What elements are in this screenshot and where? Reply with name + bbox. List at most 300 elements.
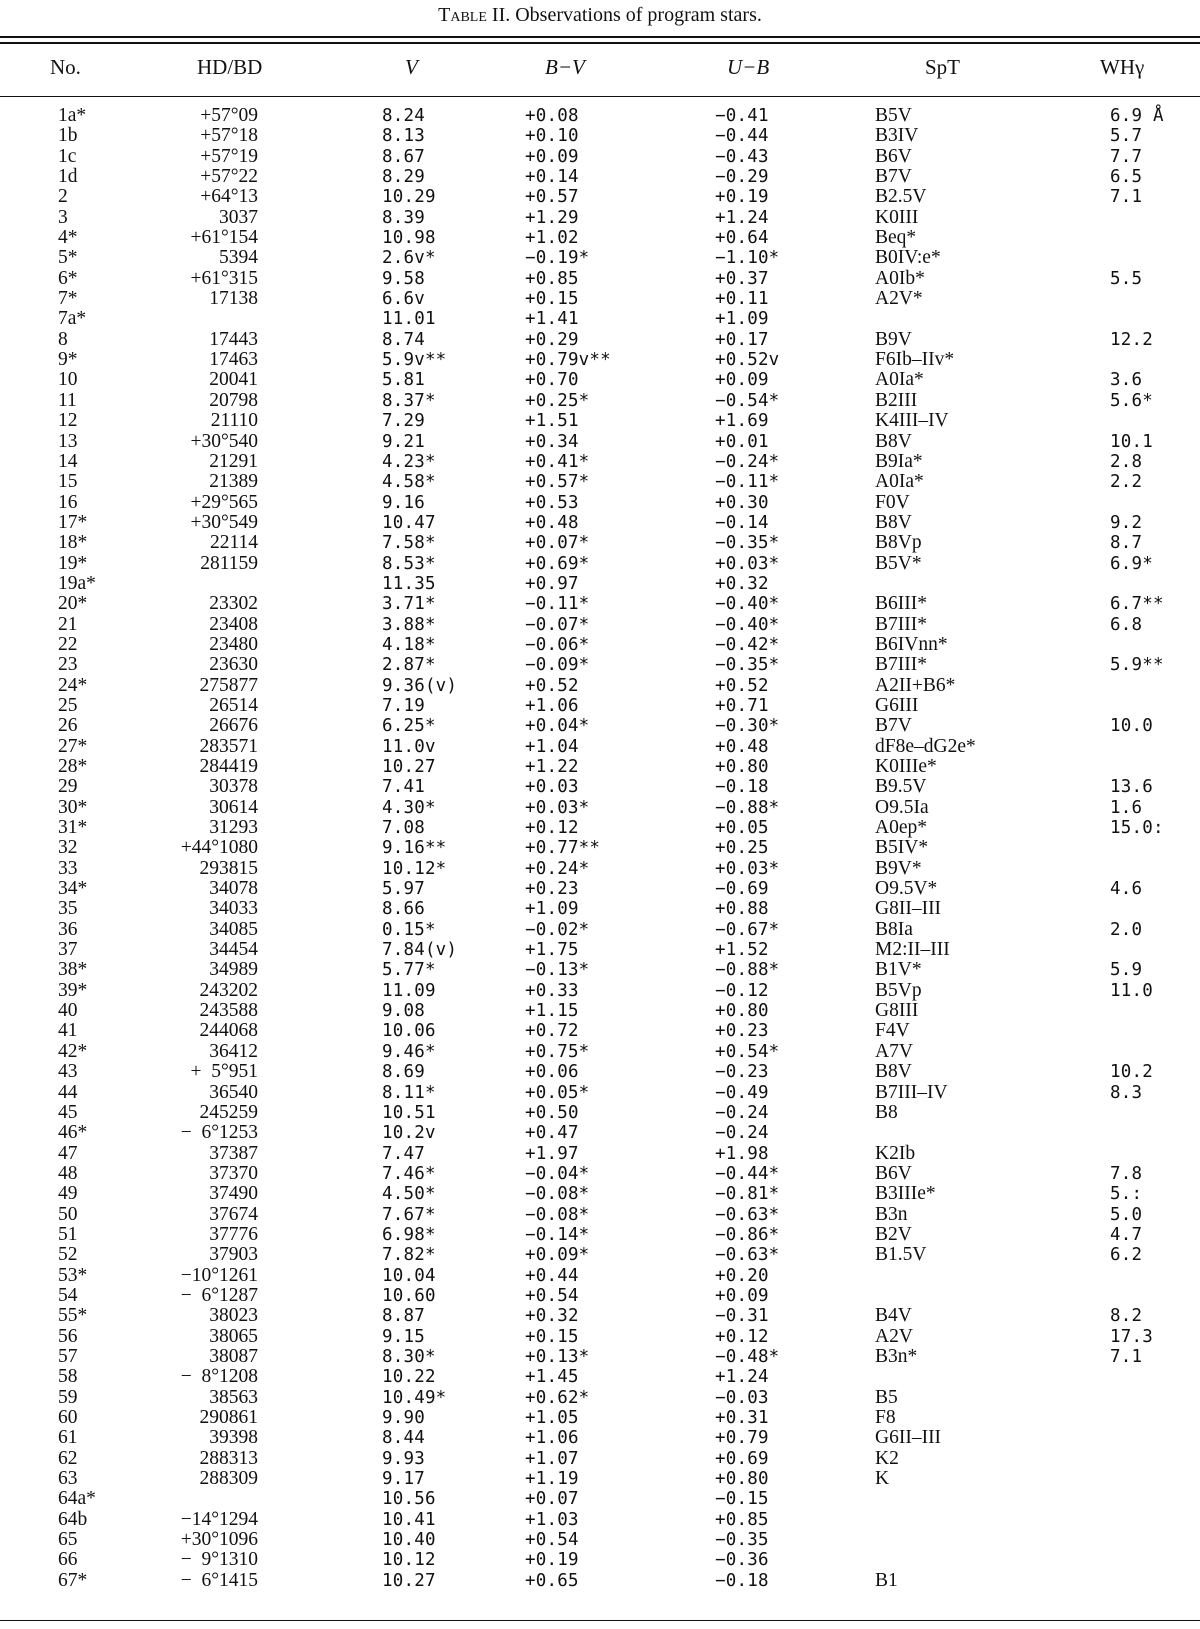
hd-bd-id: +64°13 xyxy=(200,186,258,208)
table-row xyxy=(0,1103,1200,1123)
v-mag: 8.53* xyxy=(382,553,436,574)
hd-bd-id: 275877 xyxy=(199,674,258,696)
v-mag: 6.98* xyxy=(382,1224,436,1245)
table-row xyxy=(0,187,1200,207)
table-row xyxy=(0,1001,1200,1021)
wh-gamma: 15.0: xyxy=(1110,818,1164,839)
v-mag: 10.56 xyxy=(382,1489,436,1510)
u-minus-b: +0.52v xyxy=(715,350,780,371)
spectral-type: F8 xyxy=(875,1407,896,1428)
table-row xyxy=(0,1021,1200,1041)
b-minus-v: +0.47 xyxy=(525,1123,579,1144)
row-number: 40 xyxy=(58,1000,78,1022)
u-minus-b: −0.48* xyxy=(715,1346,780,1367)
table-row xyxy=(0,940,1200,960)
table-row xyxy=(0,920,1200,940)
wh-gamma: 5.0 xyxy=(1110,1204,1143,1225)
v-mag: 5.81 xyxy=(382,370,425,391)
table-row xyxy=(0,1327,1200,1347)
hd-bd-id: 244068 xyxy=(199,1020,258,1042)
hd-bd-id: 37903 xyxy=(209,1244,258,1266)
u-minus-b: −0.40* xyxy=(715,614,780,635)
row-number: 62 xyxy=(58,1447,78,1469)
u-minus-b: −0.35* xyxy=(715,655,780,676)
table-row xyxy=(0,655,1200,675)
u-minus-b: −0.24* xyxy=(715,451,780,472)
header-b-v: B−V xyxy=(545,55,585,79)
row-number: 31* xyxy=(58,817,88,839)
wh-gamma: 7.8 xyxy=(1110,1163,1143,1184)
b-minus-v: +1.06 xyxy=(525,695,579,716)
wh-gamma: 4.6 xyxy=(1110,879,1143,900)
spectral-type: dF8e–dG2e* xyxy=(875,735,976,757)
wh-gamma: 7.1 xyxy=(1110,1346,1143,1367)
v-mag: 4.23* xyxy=(382,451,436,472)
spectral-type: B0IV:e* xyxy=(875,247,941,269)
row-number: 63 xyxy=(58,1468,78,1490)
hd-bd-id: −10°1261 xyxy=(180,1264,258,1286)
row-number: 22 xyxy=(58,633,78,655)
spectral-type: M2:II–III xyxy=(875,939,950,961)
b-minus-v: +0.97 xyxy=(525,573,579,594)
v-mag: 6.6v xyxy=(382,289,425,310)
row-number: 38* xyxy=(58,959,88,981)
u-minus-b: −0.24 xyxy=(715,1123,769,1144)
row-number: 43 xyxy=(58,1061,78,1083)
u-minus-b: −0.18 xyxy=(715,777,769,798)
table-row xyxy=(0,1225,1200,1245)
row-number: 48 xyxy=(58,1162,78,1184)
row-number: 14 xyxy=(58,450,78,472)
table-row xyxy=(0,737,1200,757)
table-row xyxy=(0,432,1200,452)
b-minus-v: +0.29 xyxy=(525,329,579,350)
row-number: 10 xyxy=(58,369,78,391)
wh-gamma: 2.2 xyxy=(1110,472,1143,493)
wh-gamma: 8.3 xyxy=(1110,1082,1143,1103)
b-minus-v: +0.05* xyxy=(525,1082,590,1103)
table-row xyxy=(0,513,1200,533)
table-body xyxy=(0,106,1200,1591)
wh-gamma: 12.2 xyxy=(1110,329,1153,350)
spectral-type: F0V xyxy=(875,491,910,513)
hd-bd-id: 36412 xyxy=(209,1040,258,1062)
u-minus-b: −0.30* xyxy=(715,716,780,737)
hd-bd-id: 21291 xyxy=(209,450,258,472)
v-mag: 2.87* xyxy=(382,655,436,676)
b-minus-v: −0.08* xyxy=(525,1204,590,1225)
b-minus-v: +0.08 xyxy=(525,106,579,126)
b-minus-v: +0.06 xyxy=(525,1062,579,1083)
hd-bd-id: 21389 xyxy=(209,471,258,493)
hd-bd-id: 288313 xyxy=(199,1447,258,1469)
spectral-type: G6II–III xyxy=(875,1427,942,1449)
hd-bd-id: 23630 xyxy=(209,654,258,676)
spectral-type: B5IV* xyxy=(875,837,929,859)
hd-bd-id: +61°315 xyxy=(190,267,258,289)
hd-bd-id: 17463 xyxy=(209,349,258,371)
spectral-type: B9V xyxy=(875,328,912,350)
b-minus-v: +0.04* xyxy=(525,716,590,737)
b-minus-v: +0.03 xyxy=(525,777,579,798)
u-minus-b: +0.25 xyxy=(715,838,769,859)
b-minus-v: +0.57* xyxy=(525,472,590,493)
u-minus-b: +0.32 xyxy=(715,573,769,594)
b-minus-v: +0.79v** xyxy=(525,350,611,371)
row-number: 12 xyxy=(58,410,78,432)
v-mag: 5.97 xyxy=(382,879,425,900)
table-row xyxy=(0,757,1200,777)
row-number: 13 xyxy=(58,430,78,452)
wh-gamma: 5.: xyxy=(1110,1184,1143,1205)
v-mag: 10.29 xyxy=(382,187,436,208)
row-number: 18* xyxy=(58,532,88,554)
b-minus-v: +0.54 xyxy=(525,1530,579,1551)
b-minus-v: +1.75 xyxy=(525,940,579,961)
hd-bd-id: 34078 xyxy=(209,878,258,900)
u-minus-b: −0.31 xyxy=(715,1306,769,1327)
wh-gamma: 6.9* xyxy=(1110,553,1153,574)
spectral-type: A0ep* xyxy=(875,817,927,839)
v-mag: 8.29 xyxy=(382,167,425,188)
row-number: 16 xyxy=(58,491,78,513)
table-row xyxy=(0,635,1200,655)
b-minus-v: −0.19* xyxy=(525,248,590,269)
v-mag: 3.88* xyxy=(382,614,436,635)
table-row xyxy=(0,411,1200,431)
row-number: 33 xyxy=(58,857,78,879)
u-minus-b: +0.03* xyxy=(715,858,780,879)
spectral-type: B7III–IV xyxy=(875,1081,948,1103)
u-minus-b: +1.69 xyxy=(715,411,769,432)
u-minus-b: −0.12 xyxy=(715,980,769,1001)
hd-bd-id: −14°1294 xyxy=(180,1508,258,1530)
spectral-type: B3IV xyxy=(875,125,919,147)
spectral-type: B7V xyxy=(875,715,912,737)
b-minus-v: −0.13* xyxy=(525,960,590,981)
wh-gamma: 6.5 xyxy=(1110,167,1143,188)
hd-bd-id: 243202 xyxy=(199,979,258,1001)
u-minus-b: +0.31 xyxy=(715,1408,769,1428)
u-minus-b: +1.09 xyxy=(715,309,769,330)
v-mag: 9.21 xyxy=(382,431,425,452)
b-minus-v: +1.29 xyxy=(525,207,579,228)
table-row xyxy=(0,1042,1200,1062)
table-row xyxy=(0,1469,1200,1489)
b-minus-v: +1.97 xyxy=(525,1143,579,1164)
b-minus-v: +0.34 xyxy=(525,431,579,452)
wh-gamma: 5.5 xyxy=(1110,268,1143,289)
hd-bd-id: 245259 xyxy=(199,1101,258,1123)
hd-bd-id: 26514 xyxy=(209,694,258,716)
v-mag: 11.0v xyxy=(382,736,436,757)
row-number: 56 xyxy=(58,1325,78,1347)
wh-gamma: 13.6 xyxy=(1110,777,1153,798)
spectral-type: B7III* xyxy=(875,613,927,635)
v-mag: 7.84(v) xyxy=(382,940,458,961)
row-number: 61 xyxy=(58,1427,78,1449)
u-minus-b: −0.81* xyxy=(715,1184,780,1205)
v-mag: 8.74 xyxy=(382,329,425,350)
v-mag: 11.01 xyxy=(382,309,436,330)
spectral-type: B5V* xyxy=(875,552,922,574)
b-minus-v: +1.41 xyxy=(525,309,579,330)
v-mag: 5.77* xyxy=(382,960,436,981)
v-mag: 9.17 xyxy=(382,1469,425,1490)
v-mag: 10.51 xyxy=(382,1102,436,1123)
hd-bd-id: 17443 xyxy=(209,328,258,350)
header-no: No. xyxy=(50,55,81,79)
row-number: 41 xyxy=(58,1020,78,1042)
row-number: 7* xyxy=(58,288,78,310)
v-mag: 11.09 xyxy=(382,980,436,1001)
hd-bd-id: 17138 xyxy=(209,288,258,310)
u-minus-b: +0.23 xyxy=(715,1021,769,1042)
hd-bd-id: 281159 xyxy=(200,552,258,574)
b-minus-v: +0.62* xyxy=(525,1387,590,1408)
v-mag: 10.49* xyxy=(382,1387,447,1408)
u-minus-b: +0.20 xyxy=(715,1265,769,1286)
row-number: 51 xyxy=(58,1223,78,1245)
spectral-type: B4V xyxy=(875,1305,912,1327)
top-rule xyxy=(0,36,1200,38)
v-mag: 11.35 xyxy=(382,573,436,594)
table-row xyxy=(0,309,1200,329)
spectral-type: B2V xyxy=(875,1223,912,1245)
row-number: 54 xyxy=(58,1284,78,1306)
v-mag: 7.47 xyxy=(382,1143,425,1164)
row-number: 55* xyxy=(58,1305,88,1327)
hd-bd-id: 34454 xyxy=(209,939,258,961)
row-number: 9* xyxy=(58,349,78,371)
row-number: 28* xyxy=(58,756,88,777)
b-minus-v: +0.09 xyxy=(525,146,579,167)
wh-gamma: 9.2 xyxy=(1110,512,1143,533)
row-number: 17* xyxy=(58,511,88,533)
wh-gamma: 4.7 xyxy=(1110,1224,1143,1245)
header-hd-bd: HD/BD xyxy=(197,55,263,79)
v-mag: 10.27 xyxy=(382,1570,436,1591)
b-minus-v: −0.02* xyxy=(525,919,590,940)
spectral-type: B7III* xyxy=(875,654,927,676)
v-mag: 7.19 xyxy=(382,695,425,716)
wh-gamma: 7.7 xyxy=(1110,146,1143,167)
spectral-type: B8Ia xyxy=(875,918,913,940)
b-minus-v: +1.02 xyxy=(525,228,579,249)
row-number: 3 xyxy=(58,206,68,228)
table-row xyxy=(0,859,1200,879)
bottom-rule xyxy=(0,1620,1200,1621)
table-row xyxy=(0,1123,1200,1143)
b-minus-v: +0.53 xyxy=(525,492,579,513)
table-row xyxy=(0,248,1200,268)
u-minus-b: +1.24 xyxy=(715,1367,769,1388)
b-minus-v: +0.13* xyxy=(525,1346,590,1367)
b-minus-v: +0.23 xyxy=(525,879,579,900)
spectral-type: B2.5V xyxy=(875,186,927,208)
table-row xyxy=(0,574,1200,594)
u-minus-b: −0.35* xyxy=(715,533,780,554)
table-row xyxy=(0,1062,1200,1082)
hd-bd-id: 38065 xyxy=(209,1325,258,1347)
wh-gamma: 10.2 xyxy=(1110,1062,1153,1083)
spectral-type: A0Ib* xyxy=(875,267,925,289)
b-minus-v: −0.04* xyxy=(525,1163,590,1184)
u-minus-b: −0.36 xyxy=(715,1550,769,1571)
v-mag: 9.93 xyxy=(382,1448,425,1469)
b-minus-v: +1.04 xyxy=(525,736,579,757)
spectral-type: B6IVnn* xyxy=(875,633,948,655)
spectral-type: B5 xyxy=(875,1386,898,1408)
u-minus-b: +1.98 xyxy=(715,1143,769,1164)
row-number: 19* xyxy=(58,552,88,574)
top-rule-2 xyxy=(0,42,1200,44)
u-minus-b: +0.64 xyxy=(715,228,769,249)
spectral-type: A0Ia* xyxy=(875,471,924,493)
u-minus-b: +0.52 xyxy=(715,675,769,696)
table-row xyxy=(0,1367,1200,1387)
row-number: 57 xyxy=(58,1345,78,1367)
spectral-type: A7V xyxy=(875,1040,913,1062)
u-minus-b: −0.69 xyxy=(715,879,769,900)
hd-bd-id: 37674 xyxy=(209,1203,258,1225)
wh-gamma: 10.0 xyxy=(1110,716,1153,737)
u-minus-b: +0.03* xyxy=(715,553,780,574)
u-minus-b: −0.63* xyxy=(715,1204,780,1225)
table-row xyxy=(0,676,1200,696)
table-row xyxy=(0,1286,1200,1306)
spectral-type: B5Vp xyxy=(875,979,922,1001)
u-minus-b: +0.01 xyxy=(715,431,769,452)
v-mag: 0.15* xyxy=(382,919,436,940)
b-minus-v: +0.41* xyxy=(525,451,590,472)
spectral-type: B8V xyxy=(875,1061,912,1083)
u-minus-b: +0.80 xyxy=(715,1469,769,1490)
wh-gamma: 6.8 xyxy=(1110,614,1143,635)
b-minus-v: −0.07* xyxy=(525,614,590,635)
hd-bd-id: 36540 xyxy=(209,1081,258,1103)
table-row xyxy=(0,818,1200,838)
table-row xyxy=(0,269,1200,289)
v-mag: 9.08 xyxy=(382,1001,425,1022)
v-mag: 10.27 xyxy=(382,757,436,777)
table-row xyxy=(0,981,1200,1001)
v-mag: 9.36(v) xyxy=(382,675,458,696)
hd-bd-id: 284419 xyxy=(199,756,258,777)
u-minus-b: +1.52 xyxy=(715,940,769,961)
row-number: 21 xyxy=(58,613,78,635)
v-mag: 8.39 xyxy=(382,207,425,228)
u-minus-b: +0.80 xyxy=(715,1001,769,1022)
b-minus-v: +1.19 xyxy=(525,1469,579,1490)
b-minus-v: +0.33 xyxy=(525,980,579,1001)
b-minus-v: +0.52 xyxy=(525,675,579,696)
b-minus-v: +0.54 xyxy=(525,1285,579,1306)
hd-bd-id: 38023 xyxy=(209,1305,258,1327)
table-row xyxy=(0,594,1200,614)
v-mag: 10.60 xyxy=(382,1285,436,1306)
table-row xyxy=(0,960,1200,980)
table-row xyxy=(0,879,1200,899)
v-mag: 8.13 xyxy=(382,126,425,147)
v-mag: 8.44 xyxy=(382,1428,425,1449)
row-number: 66 xyxy=(58,1549,78,1571)
table-row xyxy=(0,147,1200,167)
u-minus-b: −0.54* xyxy=(715,390,780,411)
v-mag: 7.29 xyxy=(382,411,425,432)
row-number: 49 xyxy=(58,1183,78,1205)
row-number: 6* xyxy=(58,267,78,289)
row-number: 44 xyxy=(58,1081,78,1103)
row-number: 5* xyxy=(58,247,78,269)
table-row xyxy=(0,1428,1200,1448)
hd-bd-id: 20041 xyxy=(209,369,258,391)
v-mag: 2.6v* xyxy=(382,248,436,269)
hd-bd-id: 37490 xyxy=(209,1183,258,1205)
hd-bd-id: 293815 xyxy=(199,857,258,879)
b-minus-v: +0.07 xyxy=(525,1489,579,1510)
table-row xyxy=(0,1205,1200,1225)
b-minus-v: +0.44 xyxy=(525,1265,579,1286)
v-mag: 8.37* xyxy=(382,390,436,411)
hd-bd-id: − 6°1287 xyxy=(180,1284,258,1306)
v-mag: 9.90 xyxy=(382,1408,425,1428)
v-mag: 4.50* xyxy=(382,1184,436,1205)
row-number: 15 xyxy=(58,471,78,493)
spectral-type: O9.5Ia xyxy=(875,796,929,818)
b-minus-v: +1.03 xyxy=(525,1509,579,1530)
wh-gamma: 8.2 xyxy=(1110,1306,1143,1327)
wh-gamma: 17.3 xyxy=(1110,1326,1153,1347)
spectral-type: B8Vp xyxy=(875,532,922,554)
b-minus-v: −0.11* xyxy=(525,594,590,615)
table-row xyxy=(0,1266,1200,1286)
table-row xyxy=(0,1083,1200,1103)
b-minus-v: −0.14* xyxy=(525,1224,590,1245)
b-minus-v: +0.15 xyxy=(525,1326,579,1347)
row-number: 1a* xyxy=(58,105,87,126)
header-rule xyxy=(0,96,1200,97)
wh-gamma: 7.1 xyxy=(1110,187,1143,208)
hd-bd-id: − 6°1253 xyxy=(180,1122,258,1144)
wh-gamma: 11.0 xyxy=(1110,980,1153,1001)
u-minus-b: −0.42* xyxy=(715,634,780,655)
hd-bd-id: 23408 xyxy=(209,613,258,635)
row-number: 1c xyxy=(58,145,77,167)
table-row xyxy=(0,1510,1200,1530)
u-minus-b: −0.44* xyxy=(715,1163,780,1184)
u-minus-b: −0.49 xyxy=(715,1082,769,1103)
table-row xyxy=(0,1347,1200,1367)
v-mag: 4.18* xyxy=(382,634,436,655)
wh-gamma: 2.0 xyxy=(1110,919,1143,940)
row-number: 64b xyxy=(58,1508,88,1530)
wh-gamma: 6.9 Å xyxy=(1110,106,1164,126)
v-mag: 7.82* xyxy=(382,1245,436,1266)
table-row xyxy=(0,554,1200,574)
u-minus-b: −0.03 xyxy=(715,1387,769,1408)
b-minus-v: +0.65 xyxy=(525,1570,579,1591)
table-row xyxy=(0,126,1200,146)
table-row xyxy=(0,106,1200,126)
hd-bd-id: +57°18 xyxy=(200,125,258,147)
hd-bd-id: +30°549 xyxy=(190,511,258,533)
row-number: 30* xyxy=(58,796,88,818)
u-minus-b: +0.71 xyxy=(715,695,769,716)
hd-bd-id: 37370 xyxy=(209,1162,258,1184)
v-mag: 5.9v** xyxy=(382,350,447,371)
hd-bd-id: 30378 xyxy=(209,776,258,798)
